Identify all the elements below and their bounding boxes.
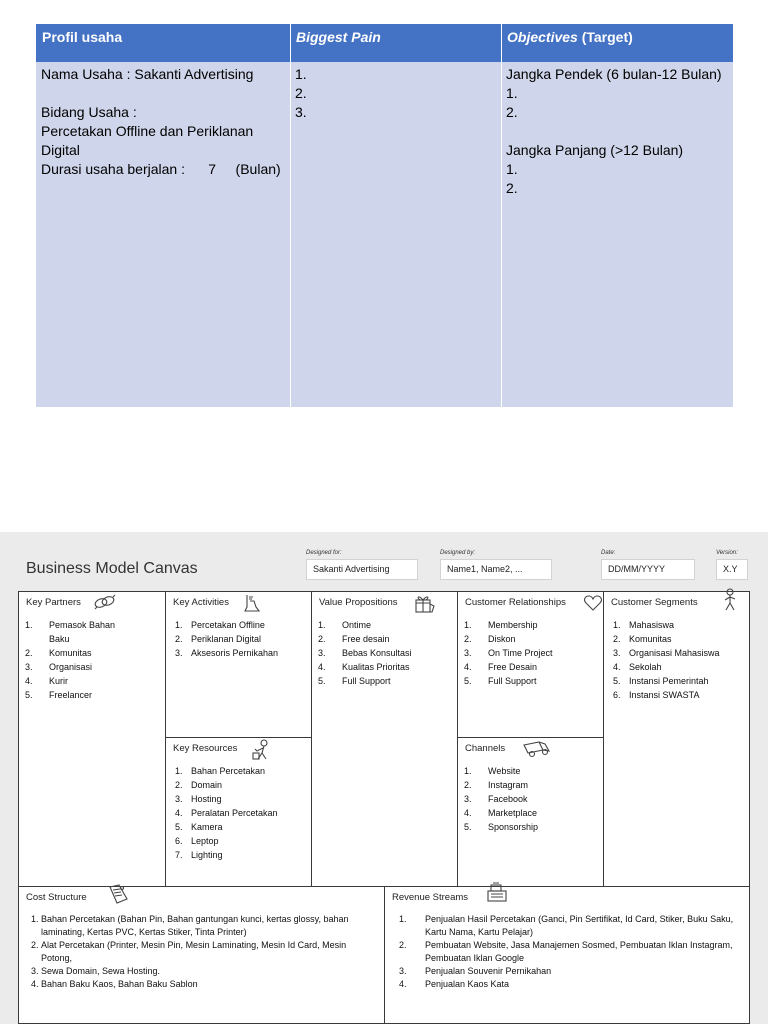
header-biggest-pain (290, 24, 501, 62)
truck-icon (521, 740, 551, 763)
list-item: 4. Peralatan Percetakan (175, 808, 278, 818)
designed-for-field[interactable]: Sakanti Advertising (306, 559, 418, 580)
designed-by-label: Designed by: (440, 550, 476, 556)
list-item: 2. Komunitas (613, 634, 672, 644)
date-label: Date: (601, 550, 616, 556)
bidang-usaha-value-cont: Digital (41, 142, 80, 158)
key-resources-block (165, 737, 312, 887)
cost-structure-title: Cost Structure (26, 892, 87, 903)
list-item: 5. Sponsorship (464, 822, 539, 832)
version-label: Version: (716, 550, 738, 556)
header-target-label: (Target) (577, 29, 633, 45)
long-term-heading: Jangka Panjang (>12 Bulan) (506, 142, 684, 158)
customer-relationships-title: Customer Relationships (465, 597, 566, 608)
header-profil-label: Profil usaha (42, 29, 123, 45)
list-item: 4. Marketplace (464, 808, 538, 818)
list-item: 4. Kurir (25, 676, 69, 686)
profile-table (36, 24, 733, 407)
channels-list (460, 764, 600, 834)
channels-title: Channels (465, 743, 506, 754)
designed-for-label: Designed for: (306, 550, 342, 556)
bidang-usaha-label: Bidang Usaha : (41, 104, 137, 120)
list-item: 3. On Time Project (464, 648, 553, 658)
pain-item: 1. (295, 66, 307, 82)
list-item: 5. Full Support (318, 676, 391, 686)
customer-relationships-list (460, 618, 600, 688)
objective-item: 2. (506, 180, 518, 196)
revenue-streams-title: Revenue Streams (392, 892, 469, 903)
list-item: 1. Penjualan Hasil Percetakan (Ganci, Pin Sertifikat, Id Card, Stiker, Buku Saku, Kartu Nama, Kartu Pelajar) (399, 914, 734, 937)
business-model-canvas (0, 532, 768, 1024)
durasi-usaha-text: Durasi usaha berjalan : 7 (Bulan) (41, 161, 281, 177)
objective-item: 2. (506, 104, 518, 120)
biggest-pain-cell (290, 62, 501, 407)
canvas-title: Business Model Canvas (26, 560, 198, 577)
key-activities-block (165, 591, 312, 738)
header-profil-usaha (36, 24, 290, 62)
customer-relationships-block (457, 591, 604, 738)
column-divider (501, 24, 502, 407)
list-item: 3. Aksesoris Pernikahan (175, 648, 279, 658)
channels-block (457, 737, 604, 887)
revenue-streams-block (384, 886, 750, 1024)
profil-usaha-cell (36, 62, 290, 407)
gift-icon (413, 594, 435, 619)
bidang-usaha-value: Percetakan Offline dan Periklanan (41, 123, 254, 139)
list-item: 2. Alat Percetakan (Printer, Mesin Pin, Mesin Laminating, Mesin Id Card, Mesin Potong, (31, 940, 347, 963)
list-item: 4. Free Desain (464, 662, 538, 672)
customer-segments-title: Customer Segments (611, 597, 698, 608)
list-item: 7. Lighting (175, 850, 223, 860)
list-item: 5. Freelancer (25, 690, 93, 700)
list-item: 1. Membership (464, 620, 538, 630)
list-item: 5. Full Support (464, 676, 537, 686)
list-item: 2. Diskon (464, 634, 516, 644)
list-item: 3. Hosting (175, 794, 222, 804)
header-objectives (501, 24, 733, 62)
nama-usaha-text: Nama Usaha : Sakanti Advertising (41, 66, 254, 82)
list-item: 2. Komunitas (25, 648, 92, 658)
date-field[interactable]: DD/MM/YYYY (601, 559, 695, 580)
list-item: 3. Facebook (464, 794, 528, 804)
key-activities-list (171, 618, 307, 660)
key-activities-title: Key Activities (173, 597, 229, 608)
short-term-heading: Jangka Pendek (6 bulan-12 Bulan) (506, 66, 722, 82)
list-item: 5. Instansi Pemerintah (613, 676, 709, 686)
list-item: 1. Bahan Percetakan (175, 766, 266, 776)
list-item: 6. Instansi SWASTA (613, 690, 700, 700)
key-partners-list (21, 618, 137, 702)
list-item: 3. Sewa Domain, Sewa Hosting. (31, 966, 161, 976)
value-propositions-title: Value Propositions (319, 597, 398, 608)
value-propositions-block (311, 591, 458, 887)
person-icon (722, 588, 738, 617)
list-item: 4. Kualitas Prioritas (318, 662, 410, 672)
objective-item: 1. (506, 161, 518, 177)
pain-item: 2. (295, 85, 307, 101)
column-divider (290, 24, 291, 407)
objective-item: 1. (506, 85, 518, 101)
key-resources-title: Key Resources (173, 743, 238, 754)
worker-icon (252, 739, 272, 766)
list-item: 2. Instagram (464, 780, 529, 790)
header-pain-label: Biggest Pain (296, 29, 381, 45)
designed-by-field[interactable]: Name1, Name2, ... (440, 559, 552, 580)
list-item: 4. Bahan Baku Kaos, Bahan Baku Sablon (31, 979, 198, 989)
key-resources-list (171, 764, 309, 862)
list-item: 2. Periklanan Digital (175, 634, 262, 644)
list-item: 5. Kamera (175, 822, 223, 832)
key-partners-block (18, 591, 166, 887)
cost-structure-list (27, 913, 377, 991)
list-item: 3. Organisasi (25, 662, 93, 672)
list-item: 3. Organisasi Mahasiswa (613, 648, 720, 658)
header-objectives-label: Objectives (507, 29, 578, 45)
list-item: 1. Percetakan Offline (175, 620, 265, 630)
list-item: 2. Pembuatan Website, Jasa Manajemen Sosmed, Pembuatan Iklan Instagram, Pembuatan Iklan Google (399, 940, 733, 963)
price-tag-icon (107, 883, 129, 910)
cash-register-icon (485, 881, 509, 910)
list-item: 4. Sekolah (613, 662, 662, 672)
list-item: 3. Bebas Konsultasi (318, 648, 412, 658)
heart-icon (584, 595, 602, 616)
list-item: 6. Leptop (175, 836, 219, 846)
checklist-icon (242, 593, 262, 618)
list-item: 4. Penjualan Kaos Kata (399, 979, 510, 989)
cost-structure-block (18, 886, 385, 1024)
customer-segments-list (609, 618, 747, 702)
pain-item: 3. (295, 104, 307, 120)
version-field[interactable]: X.Y (716, 559, 748, 580)
list-item: 2. Free desain (318, 634, 390, 644)
key-partners-title: Key Partners (26, 597, 81, 608)
chain-link-icon (93, 594, 117, 615)
list-item: 3. Penjualan Souvenir Pernikahan (399, 966, 552, 976)
list-item: 1. Pemasok Bahan Baku (25, 620, 116, 644)
value-propositions-list (314, 618, 454, 688)
list-item: 2. Domain (175, 780, 223, 790)
list-item: 1. Website (464, 766, 521, 776)
list-item: 1. Mahasiswa (613, 620, 675, 630)
objectives-cell (501, 62, 733, 407)
revenue-streams-list (393, 913, 741, 991)
list-item: 1. Ontime (318, 620, 372, 630)
list-item: 1. Bahan Percetakan (Bahan Pin, Bahan gantungan kunci, kertas glossy, bahan laminating, Kertas PVC, Kertas Stiker, Tinta Printer) (31, 914, 349, 937)
canvas-grid (18, 591, 750, 1024)
customer-segments-block (603, 591, 750, 887)
